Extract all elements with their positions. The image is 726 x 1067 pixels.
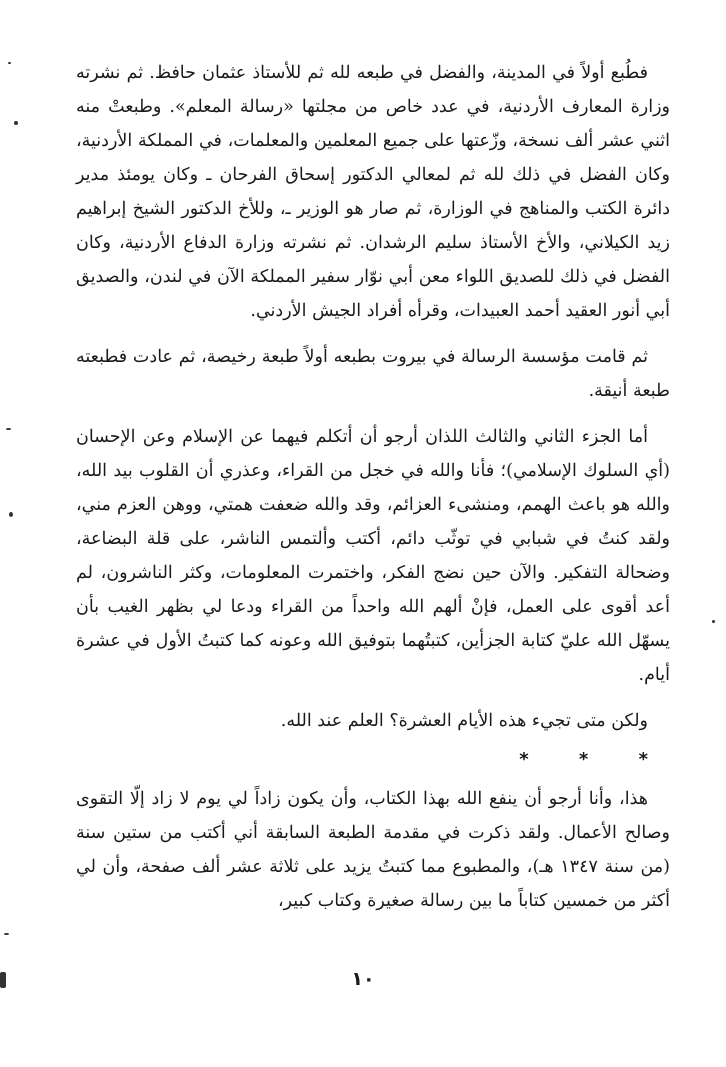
page-number: ١٠	[351, 968, 375, 990]
section-separator: * * *	[519, 749, 670, 770]
margin-speck	[6, 428, 11, 430]
paragraph-question: ولكن متى تجيء هذه الأيام العشرة؟ العلم عند الله.	[280, 711, 648, 731]
paragraph-printing-history: فطُبع أولاً في المدينة، والفضل في طبعه لله ثم للأستاذ عثمان حافظ. ثم نشرته وزارة المعارف الأردنية، في عدد خاص من مجلتها «رسالة المعلم». وطبعتْ منه اثني عشر ألف نسخة، وزّعتها على جميع المعلمين والمعلمات، في المملكة الأردنية، وكان الفضل في ذلك لله ثم لمعالي الدكتور إسحاق الفرحان ـ وكان يومئذ مدير دائرة الكتب والمناهج في الوزارة، ثم صار هو الوزير ـ، وللأخ الدكتور الشيخ إبراهيم زيد الكيلاني، والأخ الأستاذ سليم الرشدان. ثم نشرته وزارة الدفاع الأردنية، وكان الفضل في ذلك للصديق اللواء معن أبي نوّار سفير المملكة الآن في لندن، والصديق أبي أنور العقيد أحمد العبيدات، وقرأه أفراد الجيش الأردني.	[76, 63, 670, 321]
paragraph-future-volumes: أما الجزء الثاني والثالث اللذان أرجو أن أتكلم فيهما عن الإسلام وعن الإحسان (أي السلوك الإسلامي)؛ فأنا والله في خجل من القراء، وعذري أن القلوب بيد الله، والله هو باعث الهمم، ومنشىء العزائم، وقد والله ضعفت همتي، ووهن العزم مني، ولقد كنتُ في شبابي في توثّب دائم، أكتب وألتمس الناشر، على قلة البضاعة، وضحالة التفكير. والآن حين نضج الفكر، واختمرت المعلومات، وكثر الناشرون، لم أعد أقوى على العمل، فإنْ ألهم الله واحداً من القراء ودعا لي بظهر الغيب بأن يسهّل الله عليّ كتابة الجزأين، كتبتُهما بتوفيق الله وعونه كما كتبتُ الأول في عشرة أيام.	[76, 427, 670, 685]
margin-speck	[14, 121, 18, 125]
margin-speck	[4, 933, 9, 935]
margin-speck	[9, 512, 13, 517]
margin-speck	[712, 620, 715, 623]
margin-speck	[8, 62, 11, 64]
paragraph-closing: هذا، وأنا أرجو أن ينفع الله بهذا الكتاب، وأن يكون زاداً لي يوم لا زاد إلّا التقوى وصالح الأعمال. ولقد ذكرت في مقدمة الطبعة السابقة أني أكتب من ستين سنة (من سنة ١٣٤٧ هـ)، والمطبوع مما كتبتُ يزيد على ثلاثة عشر ألف صفحة، وأن لي أكثر من خمسين كتاباً ما بين رسالة صغيرة وكتاب كبير،	[76, 789, 670, 911]
paragraph-risala-edition: ثم قامت مؤسسة الرسالة في بيروت بطبعه أولاً طبعة رخيصة، ثم عادت فطبعته طبعة أنيقة.	[76, 347, 670, 401]
body-text	[76, 56, 670, 930]
